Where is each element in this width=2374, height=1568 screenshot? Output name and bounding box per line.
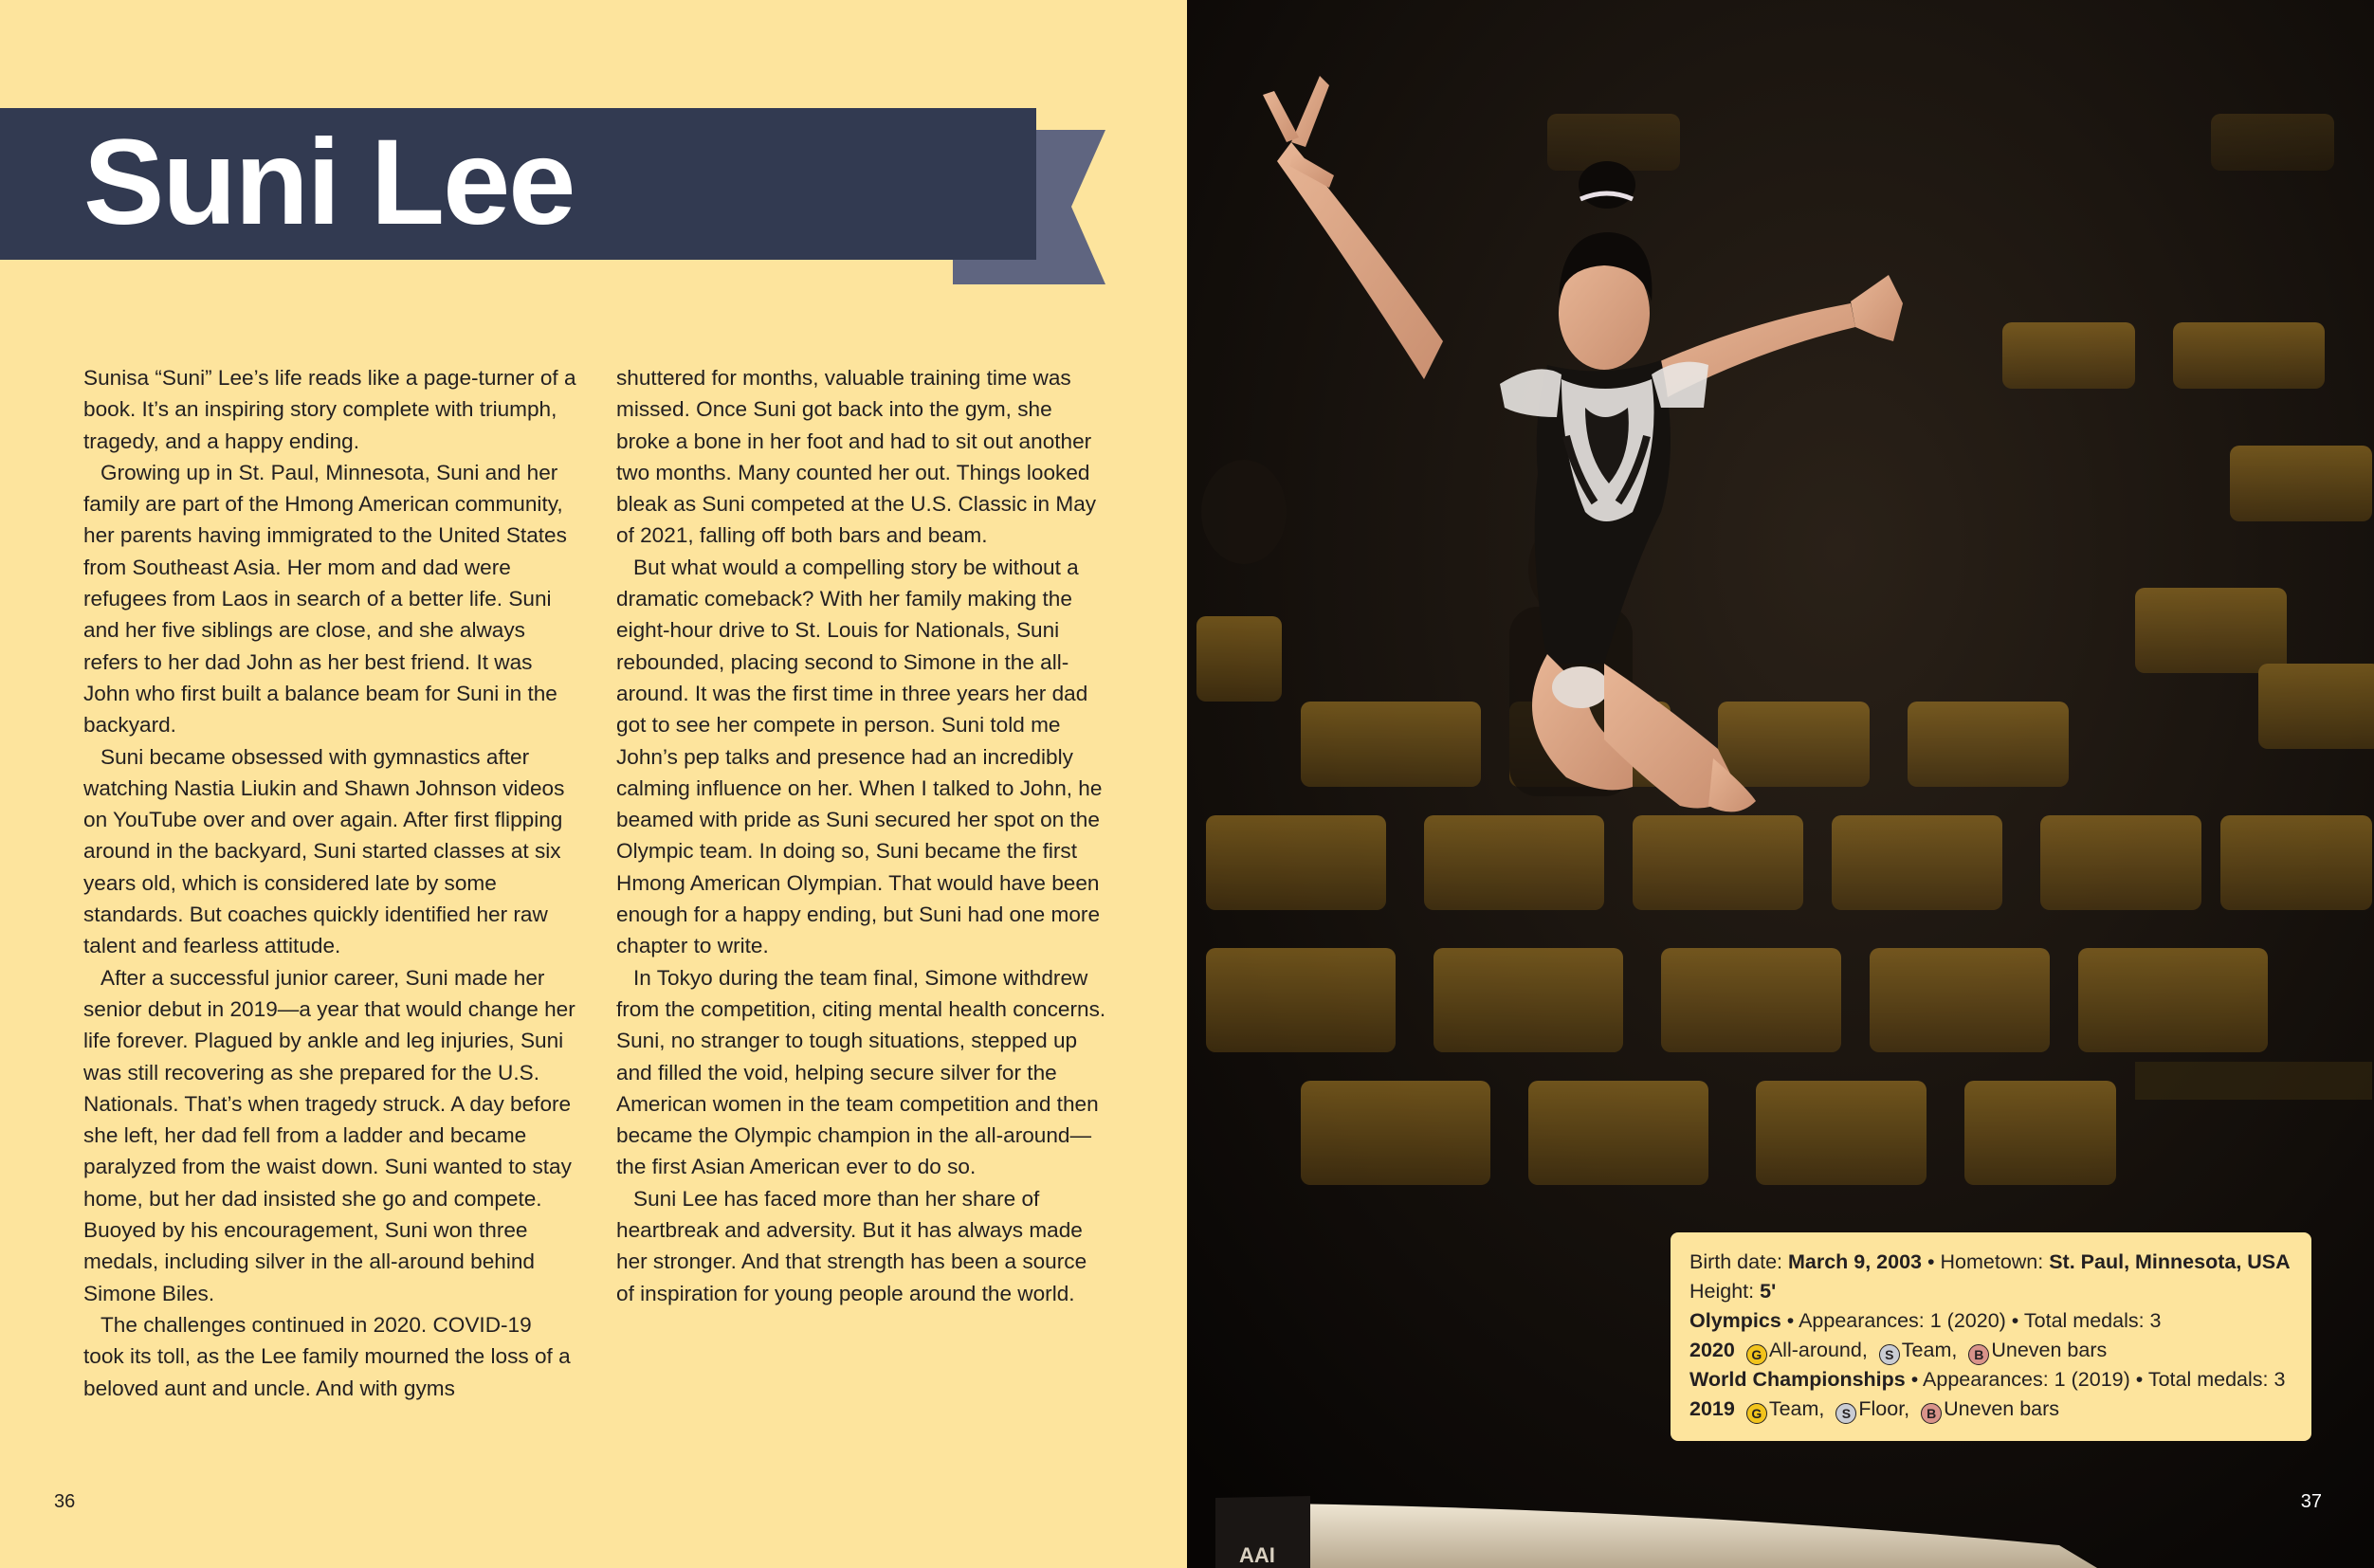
gold-medal-icon: G (1746, 1344, 1767, 1365)
career-stats-box (1671, 1232, 2311, 1441)
worlds-row (1689, 1365, 2292, 1395)
medal-event: Team, (1768, 1397, 1825, 1420)
worlds-year: 2019 (1689, 1397, 1735, 1420)
hometown-value: St. Paul, Minnesota, USA (2049, 1250, 2291, 1273)
medal-event: Uneven bars (1944, 1397, 2060, 1420)
worlds-label: World Championships (1689, 1368, 1906, 1391)
height-value: 5' (1760, 1280, 1777, 1303)
article-column-left (83, 362, 576, 1404)
paragraph: shuttered for months, valuable training time was missed. Once Suni got back into the gym, she broke a bone in her foot and had to sit out another two months. Many counted her out. Things looked bleak as Suni competed at the U.S. Classic in May of 2021, falling off both bars and beam. (616, 366, 1097, 548)
birth-date-value: March 9, 2003 (1787, 1250, 1923, 1273)
medal-event: Floor, (1858, 1397, 1910, 1420)
gold-medal-icon: G (1746, 1403, 1767, 1424)
paragraph: Growing up in St. Paul, Minnesota, Suni and her family are part of the Hmong American community, her parents having immigrated to the United States from Southeast Asia. Her mom and dad were refugees from Laos in search of a better life. Suni and her five siblings are close, and she always refers to her dad John as her best friend. It was John who first built a balance beam for Suni in the backyard. (83, 460, 567, 738)
paragraph: After a successful junior career, Suni made her senior debut in 2019—a year that would change her life forever. Plagued by ankle and leg injuries, Suni was still recovering as she prepared for the U.S. Nationals. That’s when tragedy struck. A day before she left, her dad fell from a ladder and became paralyzed from the waist down. Suni wanted to stay home, but her dad insisted she go and compete. Buoyed by his encouragement, Suni won three medals, including silver in the all-around behind Simone Biles. (83, 965, 575, 1305)
height-row (1689, 1277, 2292, 1306)
bronze-medal-icon: B (1921, 1403, 1942, 1424)
worlds-info: • Appearances: 1 (2019) • Total medals: 3 (1905, 1368, 2286, 1391)
olympics-info: • Appearances: 1 (2020) • Total medals: 3 (1780, 1309, 2162, 1332)
page-title: Suni Lee (83, 115, 575, 250)
olympics-medals-row (1689, 1336, 2292, 1365)
svg-text:AAI: AAI (1239, 1543, 1275, 1567)
page-number-right: 37 (2300, 1491, 2322, 1512)
medal-event: Uneven bars (1991, 1339, 2108, 1361)
height-label: Height: (1689, 1280, 1761, 1303)
bronze-medal-icon: B (1968, 1344, 1989, 1365)
paragraph: The challenges continued in 2020. COVID-19 took its toll, as the Lee family mourned the loss of a beloved aunt and uncle. And with gyms (83, 1312, 571, 1400)
birth-date-label: Birth date: (1689, 1250, 1788, 1273)
worlds-medals-row (1689, 1395, 2292, 1424)
paragraph: In Tokyo during the team final, Simone withdrew from the competition, citing mental health concerns. Suni, no stranger to tough situations, stepped up and filled the void, helping secure silver for the American women in the team competition and then became the Olympic champion in the all-around—the first Asian American ever to do so. (616, 965, 1106, 1179)
hometown-label: Hometown: (1940, 1250, 2050, 1273)
silver-medal-icon: S (1879, 1344, 1900, 1365)
paragraph: Suni Lee has faced more than her share of heartbreak and adversity. But it has always made her stronger. And that strength has been a source of inspiration for young people around the world. (616, 1186, 1087, 1305)
olympics-year: 2020 (1689, 1339, 1735, 1361)
paragraph: But what would a compelling story be without a dramatic comeback? With her family making the eight-hour drive to St. Louis for Nationals, Suni rebounded, placing second to Simone in the all-around. It was the first time in three years her dad got to see her compete in person. Suni told me John’s pep talks and presence had an incredibly calming influence on her. When I talked to John, he beamed with pride as Suni secured her spot on the Olympic team. In doing so, Suni became the first Hmong American Olympian. That would have been enough for a happy ending, but Suni had one more chapter to write. (616, 555, 1103, 958)
olympics-label: Olympics (1689, 1309, 1781, 1332)
paragraph: Sunisa “Suni” Lee’s life reads like a page-turner of a book. It’s an inspiring story complete with triumph, tragedy, and a happy ending. (83, 366, 576, 453)
paragraph: Suni became obsessed with gymnastics after watching Nastia Liukin and Shawn Johnson videos on YouTube over and over again. After first flipping around in the backyard, Suni started classes at six years old, which is considered late by some standards. But coaches quickly identified her raw talent and fearless attitude. (83, 744, 565, 958)
page-number-left: 36 (54, 1491, 76, 1512)
bio-row (1689, 1248, 2292, 1277)
medal-event: Team, (1901, 1339, 1958, 1361)
silver-medal-icon: S (1835, 1403, 1856, 1424)
olympics-row (1689, 1306, 2292, 1336)
article-column-right (616, 362, 1109, 1309)
separator: • (1922, 1250, 1941, 1273)
medal-event: All-around, (1768, 1339, 1868, 1361)
